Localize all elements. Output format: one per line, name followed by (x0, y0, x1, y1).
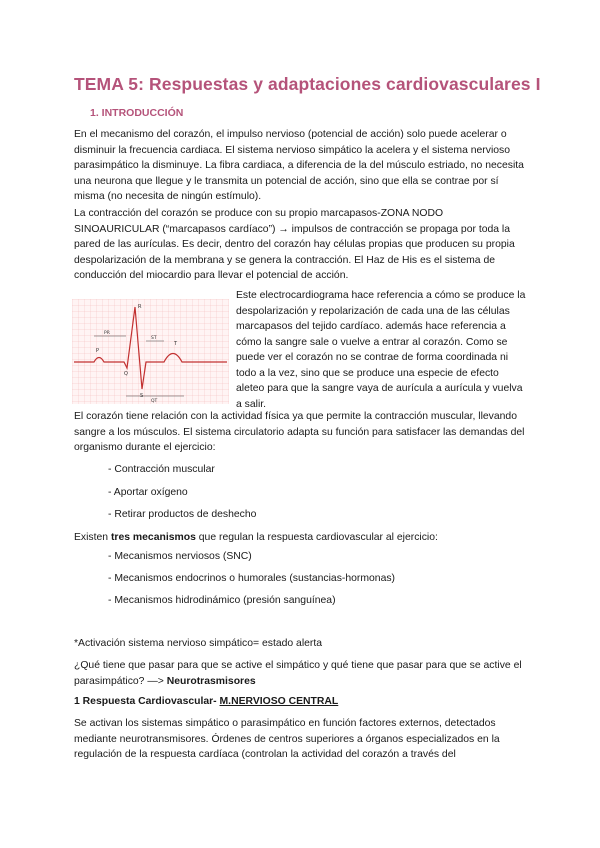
paragraph-intro: En el mecanismo del corazón, el impulso nervioso (potencial de acción) solo puede acelerar o disminuir la frecuencia cardiaca. El sistema nervioso simpático la acelera y el sistema nervioso parasimpático la disminuye. La fibra cardiaca, a diferencia de la del músculo estriado, no necesita una neurona que llegue y le transmita un potencial de acción, sino que ella se contrae por sí misma (no necesita de ningún estímulo). (74, 129, 524, 202)
list-item: - Mecanismos hidrodinámico (presión sanguínea) (108, 595, 336, 606)
label-q: Q (124, 371, 128, 377)
label-p: P (96, 348, 100, 354)
paragraph-mechanisms: Existen tres mecanismos que regulan la respuesta cardiovascular al ejercicio: (74, 532, 438, 543)
list-item: - Contracción muscular (108, 464, 215, 475)
list-item: - Retirar productos de deshecho (108, 509, 257, 520)
label-t: T (174, 341, 178, 347)
label-st: ST (151, 336, 157, 341)
paragraph-activity: El corazón tiene relación con la actividad física ya que permite la contracción muscular, llevando sangre a los músculos. El sistema circulatorio adapta su función para satisfacer las demandas del organismo durante el ejercicio: (74, 411, 525, 453)
label-pr: PR (104, 331, 110, 336)
subheading: 1 Respuesta Cardiovascular- M.NERVIOSO CENTRAL (74, 696, 339, 707)
list-item: - Mecanismos endocrinos o humorales (sustancias-hormonas) (108, 573, 396, 584)
ecg-diagram (72, 299, 229, 404)
list-item: - Aportar oxígeno (108, 487, 188, 498)
ecg-description: Este electrocardiograma hace referencia a cómo se produce la despolarización y repolarización de cada una de las células marcapasos del tejido cardíaco. además hace referencia a cómo la sangre sale o vuelve a entrar al corazón. Como se puede ver el corazón no se contrae de forma coordinada ni todo a la vez, sino que se produce una especie de efecto aleteo para que la sangre vaya de aurícula a aurícula y vuelva a salir. (236, 290, 526, 410)
label-s: S (140, 393, 144, 399)
label-r: R (138, 304, 142, 310)
label-qt: QT (151, 399, 158, 404)
section-heading: 1. INTRODUCCIÓN (90, 107, 184, 119)
note: *Activación sistema nervioso simpático= estado alerta (74, 638, 323, 649)
question: ¿Qué tiene que pasar para que se active el simpático y qué tiene que pasar para que se active el parasimpático? —> Neurotrasmisores (74, 660, 522, 687)
paragraph-nervous-system: Se activan los sistemas simpático o parasimpático en función factores externos, detectados mediante neurotransmisores. Órdenes de centros superiores a órganos especializados en la regulación de la respuesta cardíaca (controlan la actividad del corazón a través del (74, 718, 500, 760)
page-title: TEMA 5: Respuestas y adaptaciones cardiovasculares I (74, 74, 541, 94)
paragraph-pacemaker: La contracción del corazón se produce con su propio marcapasos-ZONA NODO SINOAURICULAR (“marcapasos cardíaco”) → impulsos de contracción se propaga por toda la pared de las aurículas. Es decir, dentro del corazón hay células propias que producen su propia despolarización de la membrana y se genera la contracción. El Haz de His es el sistema de conducción del miocardio para llevar el potencial de acción. (74, 208, 515, 281)
list-item: - Mecanismos nerviosos (SNC) (108, 551, 252, 562)
